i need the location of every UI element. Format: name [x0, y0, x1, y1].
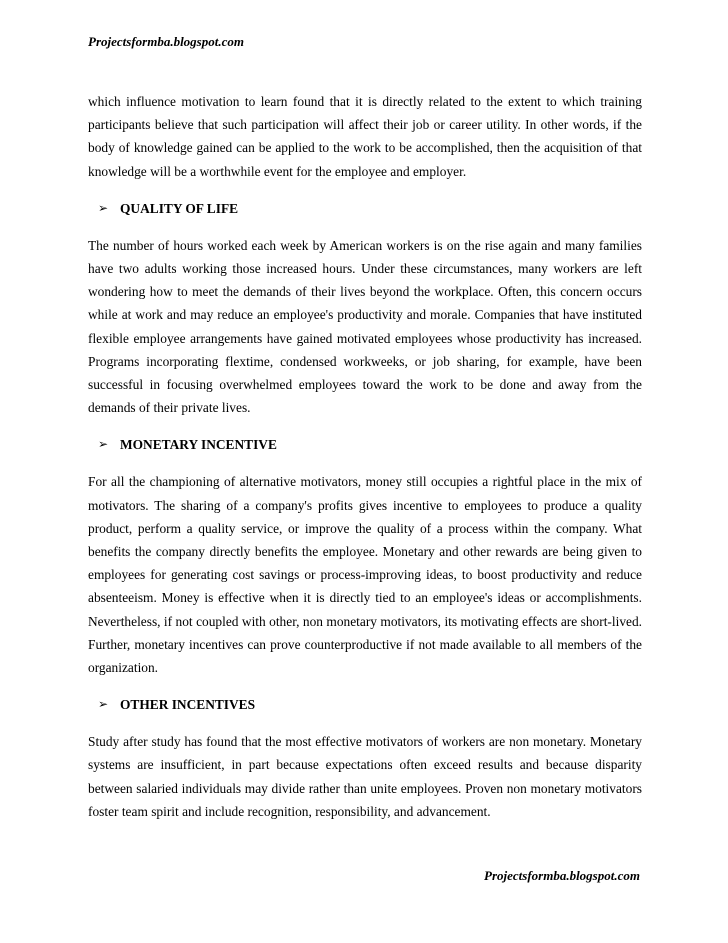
- paragraph-other-incentives: Study after study has found that the most effective motivators of workers are non monetary. Monetary systems are insufficient, in part because expectations often exceed results and because disparity between salaried individuals may divide rather than unite employees. Proven non monetary motivators foster team spirit and include recognition, responsibility, and advancement.: [88, 734, 642, 819]
- heading-label: OTHER INCENTIVES: [120, 697, 256, 713]
- arrow-bullet-icon: ➢: [98, 437, 109, 452]
- heading-label: MONETARY INCENTIVE: [120, 437, 277, 453]
- page-header: Projectsformba.blogspot.com: [88, 34, 244, 49]
- paragraph-monetary-incentive: For all the championing of alternative motivators, money still occupies a rightful place in the mix of motivators. The sharing of a company's profits gives incentive to employees to produce a quality product, perform a quality service, or improve the quality of a process within the company. What benefits the company directly benefits the employee. Monetary and other rewards are being given to employees for generating cost savings or process-improving ideas, to boost productivity and reduce absenteeism. Money is effective when it is directly tied to an employee's ideas or accomplishments. Nevertheless, if not coupled with other, non monetary motivators, its motivating effects are short-lived. Further, monetary incentives can prove counterproductive if not made available to all members of the organization.: [88, 474, 642, 676]
- document-body: [88, 90, 642, 823]
- paragraph-training: which influence motivation to learn found that it is directly related to the extent to which training participants believe that such participation will affect their job or career utility. In other words, if the body of knowledge gained can be applied to the work to be accomplished, then the acquisition of that knowledge will be a worthwhile event for the employee and employer.: [88, 94, 642, 179]
- heading-monetary-incentive: [98, 433, 642, 456]
- page-footer: Projectsformba.blogspot.com: [484, 868, 640, 883]
- arrow-bullet-icon: ➢: [98, 200, 109, 215]
- heading-label: QUALITY OF LIFE: [120, 200, 239, 216]
- heading-other-incentives: [98, 693, 642, 716]
- heading-quality-of-life: [98, 197, 642, 220]
- paragraph-quality-of-life: The number of hours worked each week by American workers is on the rise again and many families have two adults working those increased hours. Under these circumstances, many workers are left wondering how to meet the demands of their lives beyond the workplace. Often, this concern occurs while at work and may reduce an employee's productivity and morale. Companies that have instituted flexible employee arrangements have gained motivated employees whose productivity has increased. Programs incorporating flextime, condensed workweeks, or job sharing, for example, have been successful in focusing overwhelmed employees toward the work to be done and away from the demands of their private lives.: [88, 237, 642, 416]
- arrow-bullet-icon: ➢: [98, 697, 109, 712]
